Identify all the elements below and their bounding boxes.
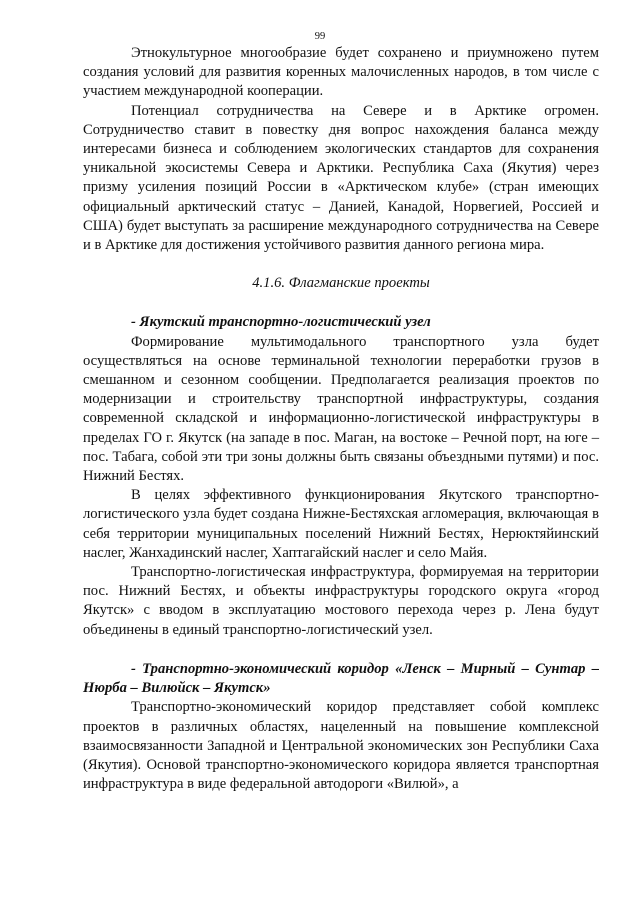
project-title: - Якутский транспортно-логистический узел (131, 314, 431, 331)
paragraph: В целях эффективного функционирования Якутского транспортно-логистического узла будет создана Нижне-Бестяхская агломерация, включающая в себя территории муниципальных поселений Нижний Бестях, Нерюктяйинский наслег, Жанхадинский наслег, Хаптагайский наслег и село Майя. (83, 487, 599, 561)
page-number: 99 (314, 31, 326, 42)
project-title: - Транспортно-экономический коридор «Ленск – Мирный – Сунтар – Нюрба – Вилюйск – Якутск» (83, 660, 599, 697)
paragraph: Потенциал сотрудничества на Севере и в Арктике огромен. Сотрудничество ставит в повестку дня вопрос нахождения баланса между интересами бизнеса и соблюдением экологических стандартов для сохранения уникальной экосистемы Севера и Арктики. Республика Саха (Якутия) через призму усиления позиций России в «Арктическом клубе» (стран имеющих официальный арктический статус – Данией, Канадой, Норвегией, Россией и США) будет выступать за расширение международного сотрудничества на Севере и в Арктике для достижения устойчивого развития данного региона мира. (83, 102, 599, 254)
paragraph: Формирование мультимодального транспортного узла будет осуществляться на основе терминальной технологии переработки грузов в смешанном и сезонном сообщении. Предполагается реализация проектов по модернизации и строительству транспортной инфраструктуры, создания современной складской и информационно-логистической инфраструктуры в пределах ГО г. Якутск (на западе в пос. Маган, на востоке – Речной порт, на юге – пос. Табага, собой эти три зоны должны быть связаны объездными путями) и пос. Нижний Бестях. (83, 333, 599, 485)
document-body (83, 44, 599, 794)
section-heading: 4.1.6. Флагманские проекты (252, 275, 430, 292)
paragraph: Транспортно-логистическая инфраструктура, формируемая на территории пос. Нижний Бестях, и объекты инфраструктуры городского округа «город Якутск» с вводом в эксплуатацию мостового перехода через р. Лена будут объединены в единый транспортно-логистический узел. (83, 564, 599, 638)
paragraph: Этнокультурное многообразие будет сохранено и приумножено путем создания условий для развития коренных малочисленных народов, в том числе с участием международной кооперации. (83, 45, 599, 100)
paragraph: Транспортно-экономический коридор представляет собой комплекс проектов в различных областях, нацеленный на повышение комплексной взаимосвязанности Западной и Центральной экономических зон Республики Саха (Якутия). Основой транспортно-экономического коридора является транспортная инфраструктура в виде федеральной автодороги «Вилюй», а (83, 699, 599, 793)
